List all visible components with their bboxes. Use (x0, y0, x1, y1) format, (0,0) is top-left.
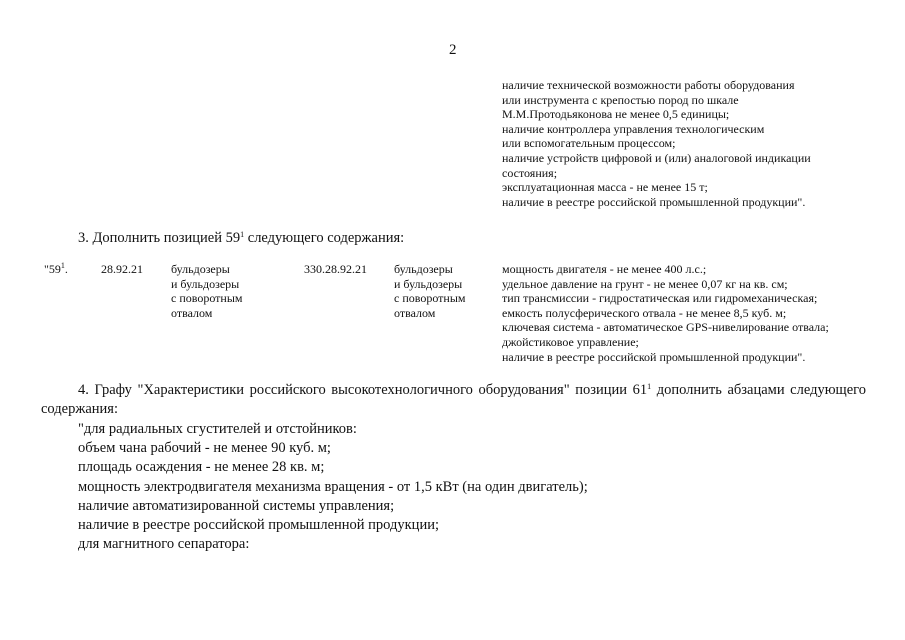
characteristic-line: наличие в реестре российской промышленной продукции". (502, 194, 806, 209)
characteristic-line: наличие в реестре российской промышленной продукции". (502, 349, 806, 364)
characteristic-line: наличие технической возможности работы оборудования (502, 78, 795, 92)
characteristic-line: емкость полусферического отвала - не менее 8,5 куб. м; (502, 305, 787, 320)
tnved-code: 330.28.92.21 (304, 262, 367, 276)
section-3-heading (78, 229, 404, 248)
characteristic-line: или вспомогательным процессом; (502, 136, 676, 151)
top-characteristics-list (502, 78, 811, 209)
section-4-line: для магнитного сепаратора: (78, 536, 250, 553)
position-prefix: "59 (44, 262, 61, 276)
characteristic-line: или инструмента с крепостью пород по шкале (502, 92, 739, 107)
characteristic-line: ключевая система - автоматическое GPS-нивелирование отвала; (502, 320, 829, 335)
characteristic-line: удельное давление на грунт - не менее 0,07 кг на кв. см; (502, 276, 788, 291)
characteristic-line: мощность двигателя - не менее 400 л.с.; (502, 262, 707, 276)
section-4-line: наличие автоматизированной системы управления; (78, 497, 395, 514)
name-line: и бульдозеры (171, 276, 240, 291)
page-number: 2 (449, 42, 457, 58)
position-suffix: . (64, 262, 68, 276)
position-number (44, 262, 68, 277)
section-3-prefix: 3. Дополнить позицией 59 (78, 230, 241, 246)
characteristic-line: наличие устройств цифровой и (или) аналоговой индикации (502, 150, 811, 165)
section-3-sup: 1 (240, 230, 245, 239)
section-4-text-after: дополнить абзацами следующего содержания: (41, 382, 866, 418)
section-4-line: "для радиальных сгустителей и отстойников: (78, 421, 357, 437)
equipment-name-okpd2 (171, 262, 243, 320)
name-line: и бульдозеры (394, 276, 463, 291)
section-3-suffix: следующего содержания: (244, 230, 405, 246)
equipment-name-tnved (394, 262, 466, 320)
section-4-line: наличие в реестре российской промышленной продукции; (78, 517, 439, 534)
section-4-text-before: 4. Графу "Характеристики российского высокотехнологичного оборудования" позиции 61 (78, 382, 648, 398)
okpd2-code: 28.92.21 (101, 262, 143, 276)
row59-characteristics (502, 262, 829, 364)
characteristic-line: эксплуатационная масса - не менее 15 т; (502, 180, 708, 195)
name-line: с поворотным (171, 291, 243, 306)
characteristic-line: состояния; (502, 165, 558, 180)
section-4-sup: 1 (647, 382, 652, 391)
section-4-line: площадь осаждения - не менее 28 кв. м; (78, 459, 325, 476)
name-line: отвалом (394, 305, 436, 320)
name-line: бульдозеры (394, 262, 453, 276)
name-line: с поворотным (394, 291, 466, 306)
section-4-line: объем чана рабочий - не менее 90 куб. м; (78, 440, 331, 457)
name-line: отвалом (171, 305, 213, 320)
characteristic-line: М.М.Протодьяконова не менее 0,5 единицы; (502, 107, 730, 122)
section-4-paragraph (41, 381, 866, 419)
characteristic-line: наличие контроллера управления технологическим (502, 121, 765, 136)
position-sup: 1 (60, 261, 65, 270)
characteristic-line: джойстиковое управление; (502, 334, 639, 349)
characteristic-line: тип трансмиссии - гидростатическая или гидромеханическая; (502, 291, 818, 306)
section-4-lines (78, 420, 588, 554)
section-4-line: мощность электродвигателя механизма вращения - от 1,5 кВт (на один двигатель); (78, 478, 588, 495)
name-line: бульдозеры (171, 262, 230, 276)
